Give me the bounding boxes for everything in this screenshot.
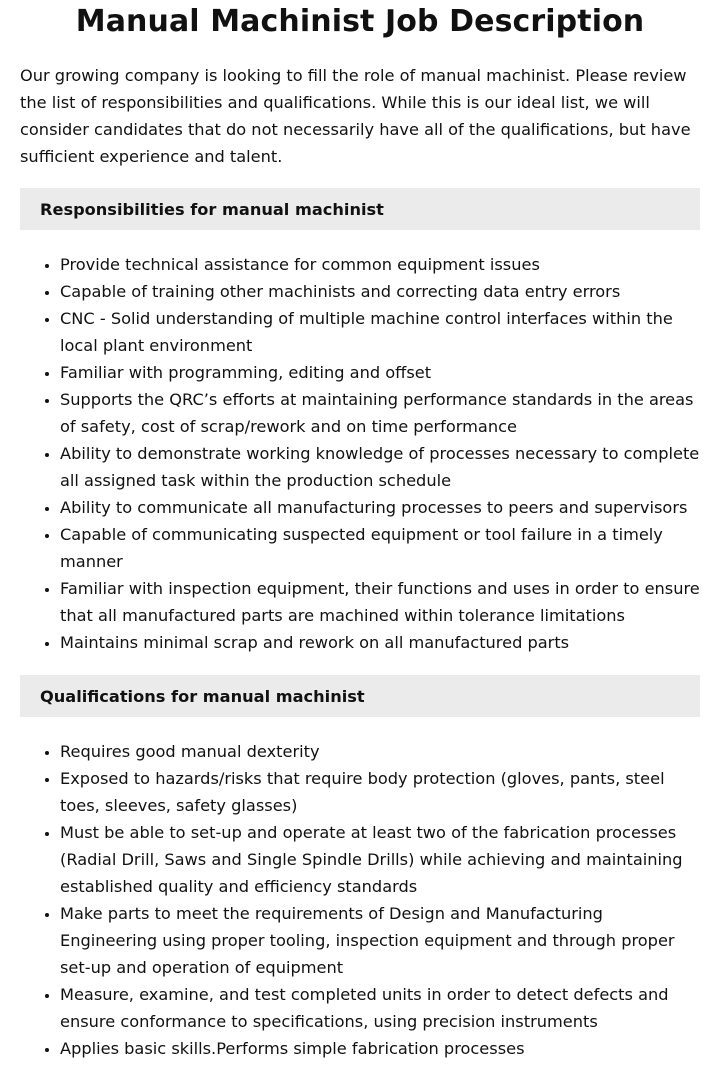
list-item: • Must be able to set-up and operate at least two of the fabrication processes (Radial Drill, Saws and Single Spindle Drills) while achieving and maintaining established quality and efficiency standards — [60, 819, 700, 900]
responsibilities-list — [20, 251, 700, 656]
list-item: • Measure, examine, and test completed units in order to detect defects and ensure conformance to specifications, using precision instruments — [60, 981, 700, 1035]
list-item: • Ability to communicate all manufacturing processes to peers and supervisors — [60, 494, 700, 521]
list-item: • Applies basic skills.Performs simple fabrication processes — [60, 1035, 700, 1062]
list-item: • Capable of communicating suspected equipment or tool failure in a timely manner — [60, 521, 700, 575]
list-item: • Exposed to hazards/risks that require body protection (gloves, pants, steel toes, sleeves, safety glasses) — [60, 765, 700, 819]
list-item: • CNC - Solid understanding of multiple machine control interfaces within the local plant environment — [60, 305, 700, 359]
list-item: • Maintains minimal scrap and rework on all manufactured parts — [60, 629, 700, 656]
responsibilities-heading: Responsibilities for manual machinist — [20, 188, 700, 230]
page-title: Manual Machinist Job Description — [75, 4, 645, 39]
list-item: • Capable of training other machinists and correcting data entry errors — [60, 278, 700, 305]
list-item: • Familiar with programming, editing and offset — [60, 359, 700, 386]
responsibilities-section — [0, 188, 720, 656]
list-item: • Ability to demonstrate working knowledge of processes necessary to complete all assigned task within the production schedule — [60, 440, 700, 494]
qualifications-heading: Qualifications for manual machinist — [20, 675, 700, 717]
list-item: • Provide technical assistance for common equipment issues — [60, 251, 700, 278]
qualifications-section — [0, 675, 720, 1062]
qualifications-list — [20, 738, 700, 1062]
list-item: • Familiar with inspection equipment, their functions and uses in order to ensure that all manufactured parts are machined within tolerance limitations — [60, 575, 700, 629]
list-item: • Make parts to meet the requirements of Design and Manufacturing Engineering using proper tooling, inspection equipment and through proper set-up and operation of equipment — [60, 900, 700, 981]
list-item: • Requires good manual dexterity — [60, 738, 700, 765]
intro-paragraph: Our growing company is looking to fill the role of manual machinist. Please review the list of responsibilities and qualifications. While this is our ideal list, we will consider candidates that do not necessarily have all of the qualifications, but have sufficient experience and talent. — [20, 66, 691, 166]
list-item: • Supports the QRC’s efforts at maintaining performance standards in the areas of safety, cost of scrap/rework and on time performance — [60, 386, 700, 440]
